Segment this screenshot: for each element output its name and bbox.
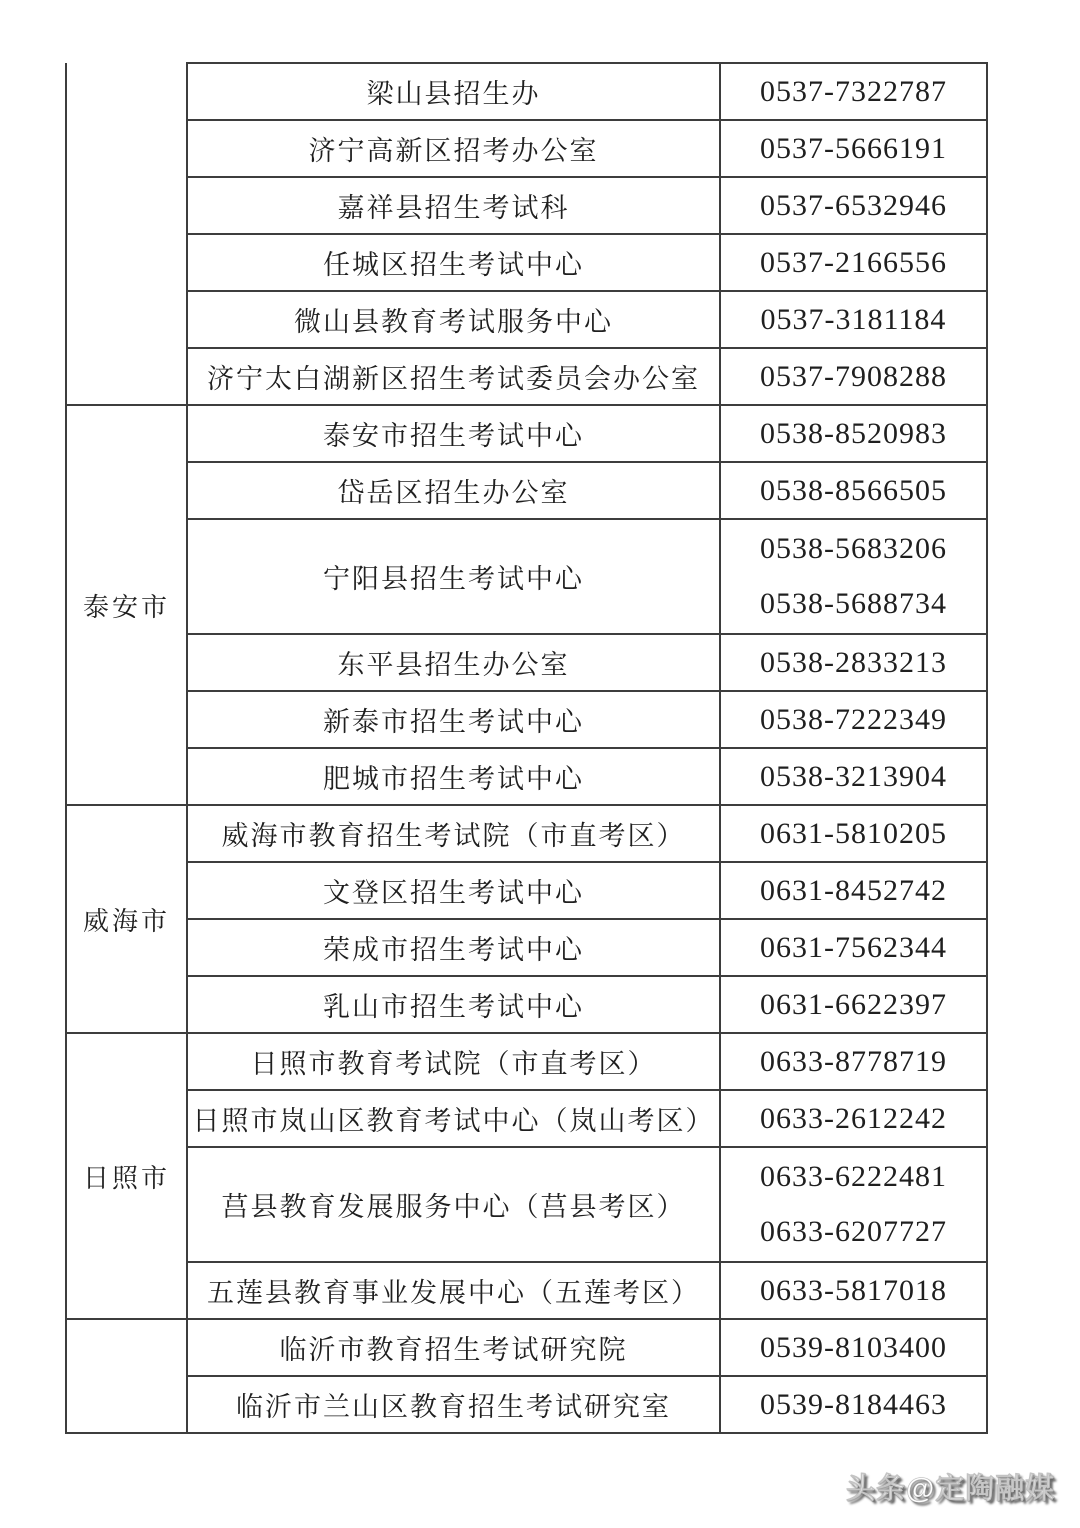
city-cell	[66, 63, 187, 405]
table-row	[66, 748, 987, 805]
phone-number: 0538-5688734	[760, 587, 947, 621]
phone-cell: 0539-8184463	[720, 1376, 987, 1433]
office-cell: 乳山市招生考试中心	[187, 976, 720, 1033]
city-cell: 日照市	[66, 1033, 187, 1319]
table-row	[66, 63, 987, 120]
city-cell: 威海市	[66, 805, 187, 1033]
office-cell: 岱岳区招生办公室	[187, 462, 720, 519]
office-cell: 任城区招生考试中心	[187, 234, 720, 291]
table-row	[66, 1376, 987, 1433]
office-cell: 日照市教育考试院（市直考区）	[187, 1033, 720, 1090]
phone-cell: 0633-8778719	[720, 1033, 987, 1090]
phone-cell	[720, 1147, 987, 1262]
phone-cell: 0539-8103400	[720, 1319, 987, 1376]
office-cell: 济宁太白湖新区招生考试委员会办公室	[187, 348, 720, 405]
table-row	[66, 1262, 987, 1319]
phone-cell: 0537-6532946	[720, 177, 987, 234]
phone-cell: 0631-8452742	[720, 862, 987, 919]
office-cell: 肥城市招生考试中心	[187, 748, 720, 805]
table-row	[66, 177, 987, 234]
phone-cell: 0631-5810205	[720, 805, 987, 862]
table-row	[66, 976, 987, 1033]
table-row	[66, 634, 987, 691]
phone-cell	[720, 519, 987, 634]
city-cell: 泰安市	[66, 405, 187, 805]
office-cell: 荣成市招生考试中心	[187, 919, 720, 976]
table-row	[66, 919, 987, 976]
office-cell: 嘉祥县招生考试科	[187, 177, 720, 234]
contact-table-body	[66, 63, 987, 1433]
table-row	[66, 1090, 987, 1147]
table-row	[66, 291, 987, 348]
office-cell: 微山县教育考试服务中心	[187, 291, 720, 348]
phone-number: 0633-6222481	[760, 1159, 947, 1193]
phone-cell: 0538-7222349	[720, 691, 987, 748]
office-cell: 泰安市招生考试中心	[187, 405, 720, 462]
phone-number: 0633-6207727	[760, 1215, 947, 1249]
watermark	[846, 1466, 1055, 1507]
phone-cell: 0537-5666191	[720, 120, 987, 177]
table-row	[66, 120, 987, 177]
phone-cell: 0631-6622397	[720, 976, 987, 1033]
phone-cell: 0633-2612242	[720, 1090, 987, 1147]
phone-stack	[721, 521, 986, 632]
office-cell: 梁山县招生办	[187, 63, 720, 120]
phone-cell: 0633-5817018	[720, 1262, 987, 1319]
phone-number: 0538-5683206	[760, 531, 947, 565]
phone-cell: 0537-2166556	[720, 234, 987, 291]
office-cell: 日照市岚山区教育考试中心（岚山考区）	[187, 1090, 720, 1147]
phone-cell: 0538-3213904	[720, 748, 987, 805]
office-cell: 宁阳县招生考试中心	[187, 519, 720, 634]
phone-cell: 0538-8520983	[720, 405, 987, 462]
table-row	[66, 1033, 987, 1090]
office-cell: 文登区招生考试中心	[187, 862, 720, 919]
table-row	[66, 691, 987, 748]
office-cell: 临沂市教育招生考试研究院	[187, 1319, 720, 1376]
phone-cell: 0631-7562344	[720, 919, 987, 976]
office-cell: 威海市教育招生考试院（市直考区）	[187, 805, 720, 862]
phone-cell: 0538-2833213	[720, 634, 987, 691]
watermark-text: 头条@定陶融媒	[846, 1473, 1056, 1505]
office-cell: 五莲县教育事业发展中心（五莲考区）	[187, 1262, 720, 1319]
table-row	[66, 234, 987, 291]
table-row	[66, 1147, 987, 1262]
contact-table	[65, 62, 988, 1434]
office-cell: 临沂市兰山区教育招生考试研究室	[187, 1376, 720, 1433]
office-cell: 东平县招生办公室	[187, 634, 720, 691]
phone-cell: 0537-3181184	[720, 291, 987, 348]
table-row	[66, 805, 987, 862]
phone-stack	[721, 1149, 986, 1260]
table-row	[66, 862, 987, 919]
table-row	[66, 462, 987, 519]
office-cell: 莒县教育发展服务中心（莒县考区）	[187, 1147, 720, 1262]
phone-cell: 0537-7322787	[720, 63, 987, 120]
table-row	[66, 405, 987, 462]
table-row	[66, 348, 987, 405]
table-row	[66, 1319, 987, 1376]
office-cell: 新泰市招生考试中心	[187, 691, 720, 748]
table-row	[66, 519, 987, 634]
city-cell	[66, 1319, 187, 1433]
office-cell: 济宁高新区招考办公室	[187, 120, 720, 177]
phone-cell: 0538-8566505	[720, 462, 987, 519]
phone-cell: 0537-7908288	[720, 348, 987, 405]
